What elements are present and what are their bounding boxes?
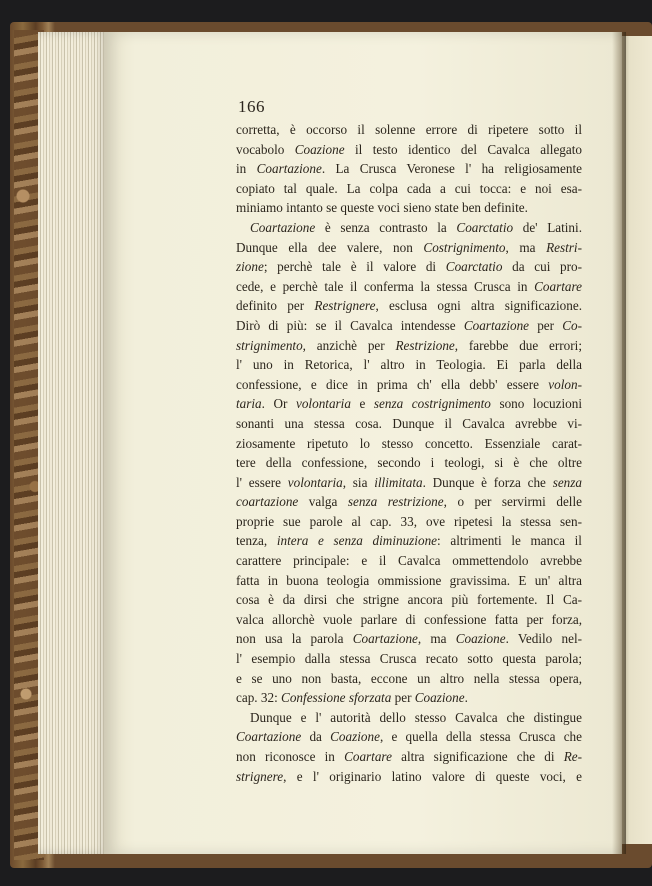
text-line [236, 336, 582, 356]
text-run: , ma [417, 631, 456, 647]
italic-run: Co- [562, 317, 582, 333]
text-run: miniamo intanto se queste voci sieno state ben definite. [236, 200, 528, 216]
text-run: , sia [342, 474, 375, 490]
italic-run: Coarctatio [445, 259, 503, 275]
text-run: , o per servirmi delle [443, 494, 582, 510]
text-run: e [350, 396, 374, 412]
text-run: corretta, è occorso il solenne errore di ripetere sotto il [236, 122, 582, 137]
italic-run: taria [236, 396, 262, 412]
text-run: per [391, 690, 415, 706]
text-run: , farebbe due errori; [454, 337, 582, 353]
text-line [236, 649, 582, 669]
text-line [236, 277, 582, 297]
italic-run: senza restrizione [347, 494, 444, 510]
text-line [236, 355, 582, 375]
text-line [236, 590, 582, 610]
text-run: , ma [505, 239, 547, 255]
text-line [236, 747, 582, 767]
text-line [236, 629, 582, 649]
italic-run: Coartazione [256, 161, 322, 177]
text-run: e se uno non basta, eccone un altro nella stessa opera, [236, 670, 582, 686]
page-number: 166 [238, 97, 265, 116]
text-run: ; perchè tale è il valore di [263, 259, 446, 275]
text-line [236, 492, 582, 512]
text-line [236, 218, 582, 238]
italic-run: Re- [563, 749, 583, 764]
text-run: . La Crusca Veronese l' ha religiosamente [321, 161, 582, 177]
italic-run: strignere [236, 768, 284, 784]
italic-run: strignimento [236, 337, 303, 353]
text-run: definito per [236, 298, 315, 314]
text-line [236, 767, 582, 787]
text-run: sono locuzioni [490, 396, 582, 412]
italic-run: Confessione sforzata [281, 690, 392, 706]
text-run: . Or [261, 396, 296, 412]
text-run: Dunque ella dee valere, non [236, 239, 424, 255]
text-line [236, 394, 582, 414]
text-run: Dunque e l' autorità dello stesso Cavalca che distingue [250, 709, 582, 725]
text-run: cosa è da dirsi che strigne ancora più fortemente. Il Ca- [236, 592, 582, 608]
text-run: . Dunque è forza che [422, 474, 553, 490]
text-line [236, 179, 582, 199]
text-run: valca allorchè vuole parlare di confessione fatta per forza, [236, 611, 582, 627]
italic-run: coartazione [236, 494, 299, 510]
text-run: , esclusa ogni altra significazione. [375, 298, 583, 314]
italic-run: Coartare [534, 278, 582, 294]
text-line [236, 727, 582, 747]
text-line [236, 531, 582, 551]
page-edges [38, 32, 108, 854]
text-run: . [464, 690, 468, 706]
italic-run: Coartazione [463, 317, 530, 333]
text-run: tere della confessione, secondo i teologi, si è che oltre [236, 455, 582, 471]
italic-run: Coazione [330, 729, 380, 745]
italic-run: Coazione [455, 631, 506, 647]
italic-run: volontaria [287, 474, 343, 490]
text-run: valga [298, 494, 348, 510]
text-run: da [301, 729, 331, 745]
italic-run: Coartazione [250, 219, 316, 235]
text-run: non usa la parola [236, 631, 353, 647]
text-line [236, 296, 582, 316]
text-run: l' essere [236, 474, 288, 490]
italic-run: Coartazione [236, 729, 302, 745]
text-line [236, 669, 582, 689]
text-run: copiato tal quale. La colpa cada a cui tocca: e noi esa- [236, 180, 582, 196]
italic-run: Restrignere [314, 298, 376, 314]
text-line [236, 120, 582, 140]
text-run: Dirò di più: se il Cavalca intendesse [236, 317, 464, 333]
text-run: da cui pro- [502, 259, 582, 275]
text-line [236, 708, 582, 728]
text-run: : altrimenti le manca il [437, 533, 582, 549]
text-run: tenza, [236, 533, 277, 549]
text-line [236, 688, 582, 708]
text-line [236, 571, 582, 591]
text-run: de' Latini. [513, 219, 582, 235]
text-line [236, 140, 582, 160]
page-gutter [612, 32, 626, 854]
text-run: sonanti una stessa cosa. Dunque il Cavalca avrebbe vi- [236, 415, 582, 431]
italic-run: zione [236, 259, 264, 275]
text-run: altra significazione che di [391, 749, 564, 764]
italic-run: Costrignimento [423, 239, 506, 255]
text-run: l' uno in Retorica, l' altro in Teologia. Ei parla della [236, 357, 582, 373]
text-line [236, 512, 582, 532]
text-line [236, 159, 582, 179]
text-line [236, 257, 582, 277]
italic-run: volon- [548, 376, 582, 392]
text-line [236, 375, 582, 395]
italic-run: intera e senza diminuzione [276, 533, 438, 549]
text-line [236, 316, 582, 336]
text-run: non riconosce in [236, 749, 345, 764]
text-line [236, 434, 582, 454]
italic-run: Coarctatio [456, 219, 514, 235]
text-run: , e l' originario latino valore di queste voci, e [283, 768, 582, 784]
text-run: l' esempio dalla stessa Crusca recato sotto questa parola; [236, 651, 582, 667]
text-line [236, 414, 582, 434]
text-run: cap. 32: [236, 690, 282, 706]
text-line [236, 453, 582, 473]
italic-run: Coartazione [352, 631, 418, 647]
text-run: è senza contrasto la [315, 219, 457, 235]
text-line [236, 473, 582, 493]
text-line [236, 551, 582, 571]
text-line [236, 238, 582, 258]
italic-run: Coartare [344, 749, 392, 764]
text-run: , anzichè per [302, 337, 396, 353]
text-line [236, 610, 582, 630]
italic-run: senza costrignimento [373, 396, 491, 412]
text-run: carattere principale: e il Cavalca ommettendolo avrebbe [236, 553, 582, 569]
facing-page [622, 36, 652, 844]
text-run: fatta in buona teologia ommissione gravissima. E un' altra [236, 572, 582, 588]
text-run: cede, e perchè tale il conferma la stessa Crusca in [236, 278, 535, 294]
text-run: per [529, 317, 563, 333]
italic-run: illimitata [374, 474, 423, 490]
text-run: ziosamente ripetuto lo stesso concetto. Essenziale carat- [236, 435, 582, 451]
italic-run: Restri- [546, 239, 582, 255]
text-run: , e quella della stessa Crusca che [379, 729, 582, 745]
text-run: proprie sue parole al cap. 33, ove ripetesi la stessa sen- [236, 513, 582, 529]
text-run: in [236, 161, 257, 177]
text-run: . Vedilo nel- [505, 631, 582, 647]
italic-run: volontaria [295, 396, 351, 412]
text-run: confessione, e dice in prima ch' ella debb' essere [236, 376, 549, 392]
italic-run: Coazione [294, 141, 345, 157]
text-run: vocabolo [236, 141, 295, 157]
text-run: il testo identico del Cavalca allegato [344, 141, 583, 157]
body-text [236, 120, 582, 786]
italic-run: Coazione [414, 690, 465, 706]
italic-run: Restrizione [395, 337, 455, 353]
italic-run: senza [552, 474, 582, 490]
text-line [236, 198, 582, 218]
